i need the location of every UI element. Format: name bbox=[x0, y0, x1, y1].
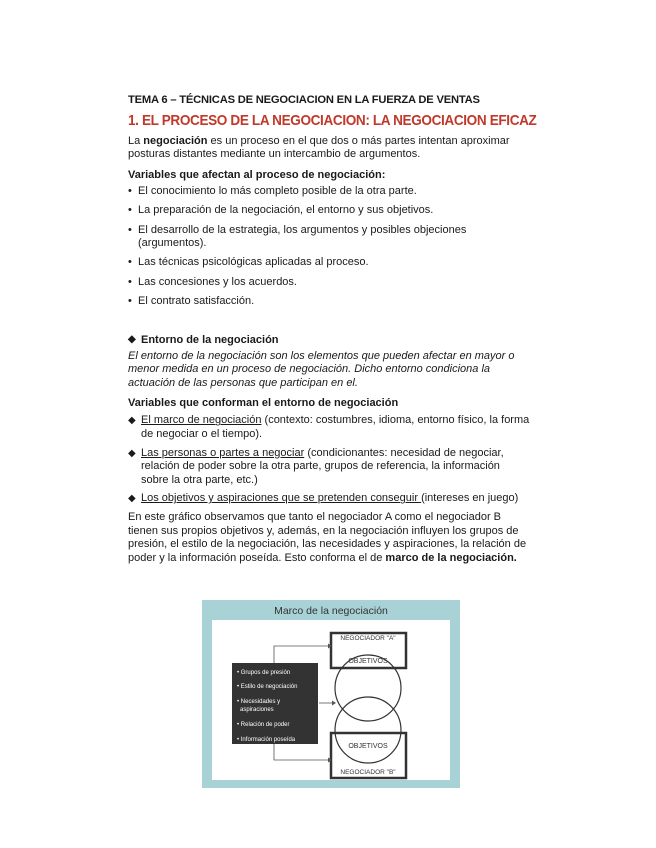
list-item-underlined: Las personas o partes a negociar bbox=[141, 446, 305, 459]
objetivos-b-label: OBJETIVOS bbox=[348, 743, 388, 750]
list-item-underlined: Los objetivos y aspiraciones que se pretenden conseguir bbox=[141, 492, 422, 505]
diamond-icon: ◆ bbox=[128, 415, 136, 427]
grafico-bold: marco de la negociación. bbox=[385, 551, 517, 564]
bullet: • bbox=[128, 256, 132, 269]
intro-post: es un proceso en el que dos o más partes intentan aproximar posturas distantes mediante un intercambio de argumentos. bbox=[128, 134, 510, 161]
list-item-text: (intereses en juego) bbox=[421, 492, 519, 505]
list-item-text: Las concesiones y los acuerdos. bbox=[138, 275, 297, 288]
diagram-title: Marco de la negociación bbox=[274, 605, 388, 617]
list-item bbox=[128, 414, 530, 441]
intro-paragraph bbox=[128, 135, 530, 162]
list-item-text: Las técnicas psicológicas aplicadas al proceso. bbox=[138, 256, 369, 269]
intro-bold: negociación bbox=[143, 134, 208, 147]
variables-list bbox=[128, 185, 530, 309]
bullet: • bbox=[128, 223, 132, 236]
document-page bbox=[128, 94, 537, 565]
list-item bbox=[128, 295, 530, 308]
factor-necesidades: • Necesidades y bbox=[237, 699, 281, 705]
bullet: • bbox=[128, 204, 132, 217]
factor-informacion: • Información poseída bbox=[237, 737, 296, 743]
variables-heading: Variables que afectan al proceso de negociación: bbox=[128, 168, 386, 181]
grafico-paragraph bbox=[128, 511, 530, 565]
list-item-text: (condicionantes: necesidad de negociar, relación de poder sobre la otra parte, grupos de referencia, la información sobre la otra parte, etc.) bbox=[141, 446, 504, 486]
conforman-list bbox=[128, 414, 530, 506]
entorno-heading-text: Entorno de la negociación bbox=[141, 333, 279, 346]
objetivos-a-label: OBJETIVOS bbox=[348, 658, 388, 665]
list-item-text: El contrato satisfacción. bbox=[138, 295, 255, 308]
factor-grupos-presion: • Grupos de presión bbox=[237, 670, 291, 676]
list-item bbox=[128, 224, 530, 251]
intro-pre: La bbox=[128, 134, 144, 147]
list-item-underlined: El marco de negociación bbox=[141, 414, 262, 427]
section-heading: 1. EL PROCESO DE LA NEGOCIACION: LA NEGOCIACION EFICAZ bbox=[128, 112, 537, 129]
list-item bbox=[128, 256, 530, 269]
list-item-text: (contexto: costumbres, idioma, entorno físico, la forma de negociar o el tiempo). bbox=[141, 414, 530, 440]
factor-estilo: • Estilo de negociación bbox=[237, 684, 298, 690]
list-item-text: El conocimiento lo más completo posible de la otra parte. bbox=[138, 184, 417, 197]
list-item bbox=[128, 447, 530, 488]
list-item bbox=[128, 204, 530, 217]
bullet: • bbox=[128, 184, 132, 197]
document-title: TEMA 6 – TÉCNICAS DE NEGOCIACION EN LA FUERZA DE VENTAS bbox=[128, 94, 480, 106]
list-item bbox=[128, 276, 530, 289]
negociador-a-label: NEGOCIADOR "A" bbox=[340, 635, 396, 642]
list-item-text: El desarrollo de la estrategia, los argumentos y posibles objeciones (argumentos). bbox=[138, 223, 467, 249]
bullet: • bbox=[128, 275, 132, 288]
factor-relacion-poder: • Relación de poder bbox=[237, 722, 290, 728]
entorno-heading bbox=[128, 333, 530, 347]
diamond-icon: ◆ bbox=[128, 493, 136, 505]
diamond-icon: ◆ bbox=[128, 333, 136, 345]
negociador-b-label: NEGOCIADOR "B" bbox=[340, 769, 396, 776]
factor-aspiraciones: aspiraciones bbox=[240, 707, 274, 713]
bullet: • bbox=[128, 295, 132, 308]
negotiation-diagram bbox=[202, 600, 460, 788]
list-item-text: La preparación de la negociación, el entorno y sus objetivos. bbox=[138, 204, 434, 217]
diamond-icon: ◆ bbox=[128, 447, 136, 459]
entorno-paragraph: El entorno de la negociación son los elementos que pueden afectar en mayor o menor medida en un proceso de negociación. Dicho entorno condiciona la actuación de las personas que participan en el. bbox=[128, 349, 515, 389]
conforman-heading: Variables que conforman el entorno de negociación bbox=[128, 397, 399, 410]
list-item bbox=[128, 492, 530, 506]
list-item bbox=[128, 185, 530, 198]
diagram-svg bbox=[202, 600, 460, 788]
grafico-pre: En este gráfico observamos que tanto el negociador A como el negociador B tienen sus propios objetivos y, además, en la negociación influyen los grupos de presión, el estilo de la negociación, las necesidades y aspiraciones, la relación de poder y la información poseída. Esto conforma el de bbox=[128, 510, 527, 564]
